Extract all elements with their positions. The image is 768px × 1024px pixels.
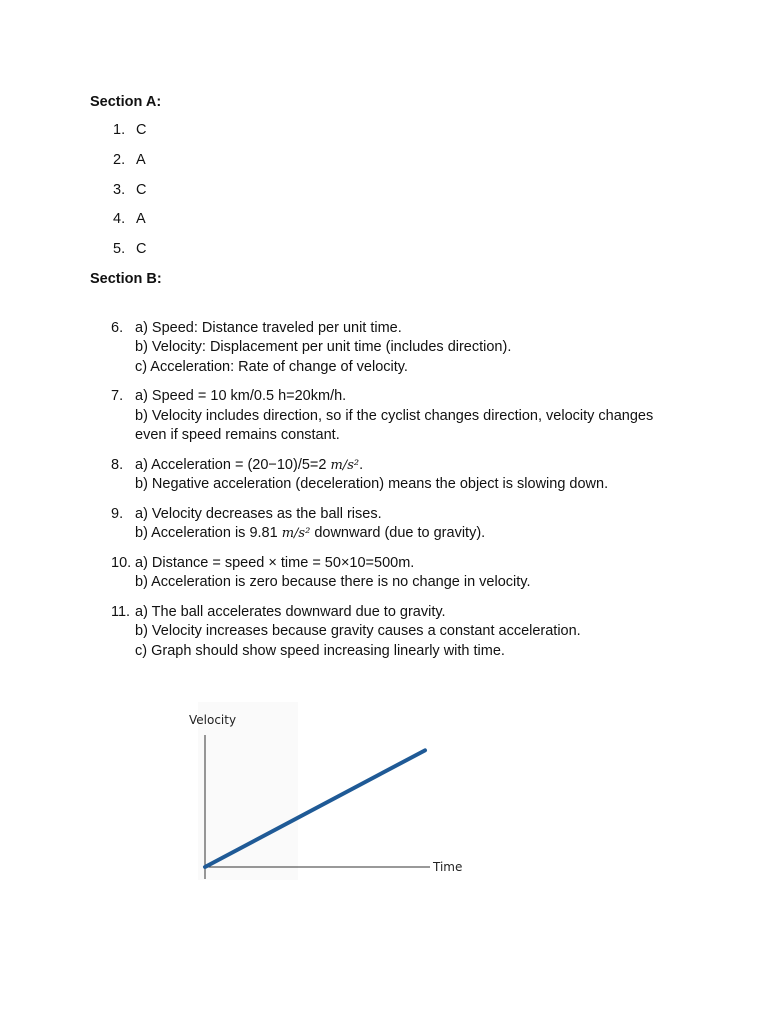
answer-text-end: . [359, 456, 364, 473]
question-number: 9. [111, 505, 124, 522]
answer-part-c: c) Acceleration: Rate of change of velocity. [135, 358, 408, 375]
question-number: 6. [111, 320, 124, 336]
answer-part-a: a) Velocity decreases as the ball rises. [135, 505, 382, 522]
velocity-series-line-0 [205, 750, 425, 867]
question-11 [111, 603, 751, 661]
question-number: 8. [111, 456, 124, 473]
answer-text: b) Acceleration is 9.81 [135, 525, 278, 542]
answer-number: 4. [113, 211, 126, 228]
question-10 [111, 554, 751, 593]
answer-part-a: a) Distance = speed × time = 50×10=500m. [135, 554, 415, 571]
question-number: 10. [111, 554, 132, 571]
answer-part-b: b) Acceleration is zero because there is no change in velocity. [135, 574, 531, 591]
answer-text-end: downward (due to gravity). [314, 525, 486, 542]
math-unit: m/s² [330, 457, 360, 473]
answer-letter: A [136, 211, 146, 228]
math-unit: m/s² [281, 526, 311, 542]
list-item [113, 241, 146, 271]
list-item [113, 152, 146, 182]
answer-number: 3. [113, 181, 126, 198]
answer-part-b: b) Negative acceleration (deceleration) means the object is slowing down. [135, 476, 609, 493]
answer-part-a [135, 456, 751, 475]
answer-part-b: b) Velocity includes direction, so if the cyclist changes direction, velocity changes even if speed remains constant. [135, 407, 654, 443]
y-axis-label: Velocity [189, 713, 237, 727]
answer-number: 1. [113, 122, 126, 138]
answer-text: a) Acceleration = (20−10)/5=2 [135, 456, 327, 473]
chart-svg [180, 702, 480, 892]
answer-part-c: c) Graph should show speed increasing linearly with time. [135, 642, 505, 659]
question-number: 11. [111, 604, 131, 621]
section-a-heading: Section A: [90, 94, 162, 110]
answer-part-b [135, 524, 751, 543]
section-b-heading: Section B: [90, 271, 162, 287]
answer-number: 5. [113, 241, 126, 258]
answer-part-a: a) Speed = 10 km/0.5 h=20km/h. [135, 388, 347, 405]
x-axis-label: Time [433, 860, 463, 874]
answer-part-a: a) The ball accelerates downward due to gravity. [135, 604, 446, 621]
list-item [113, 211, 146, 241]
answer-part-b: b) Velocity increases because gravity causes a constant acceleration. [135, 623, 581, 640]
answer-number: 2. [113, 151, 126, 168]
velocity-time-graph [180, 702, 480, 892]
question-7 [111, 387, 751, 445]
question-8 [111, 456, 751, 495]
section-a-answer-list [113, 122, 146, 271]
answer-letter: C [136, 122, 147, 138]
list-item [113, 182, 146, 212]
list-item [113, 122, 146, 152]
answer-letter: C [136, 181, 147, 198]
question-6 [111, 319, 751, 377]
section-b-answer-list [111, 319, 751, 671]
answer-letter: A [136, 151, 146, 168]
answer-letter: C [136, 241, 147, 258]
series-group [205, 750, 425, 867]
question-9 [111, 505, 751, 544]
answer-part-a: a) Speed: Distance traveled per unit time. [135, 320, 402, 336]
question-number: 7. [111, 388, 124, 405]
answer-part-b: b) Velocity: Displacement per unit time (includes direction). [135, 339, 512, 356]
